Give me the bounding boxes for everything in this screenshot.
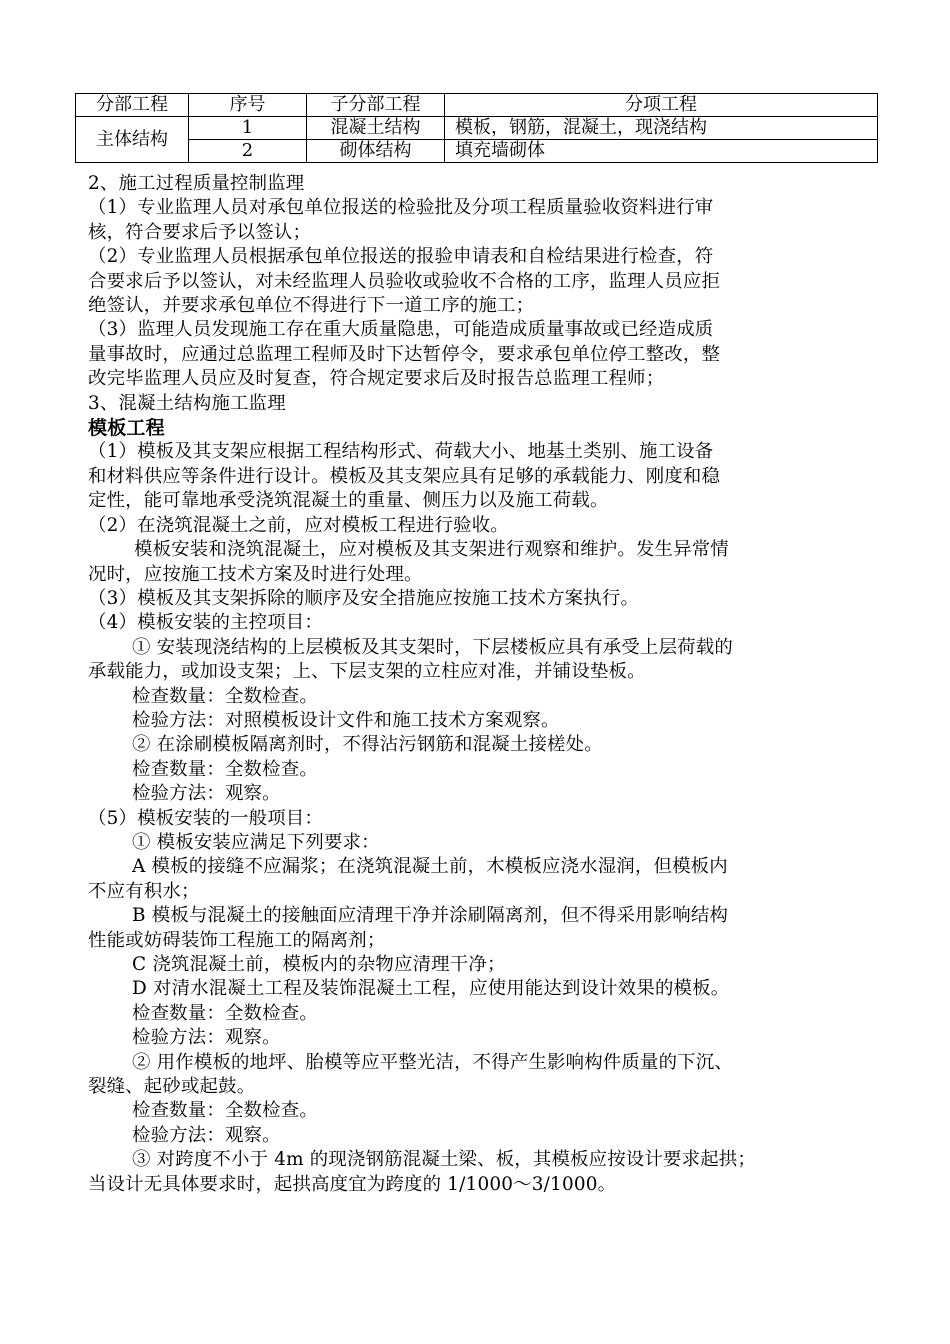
paragraph-line: ① 安装现浇结构的上层模板及其支架时，下层楼板应具有承受上层荷载的 bbox=[132, 636, 733, 658]
paragraph-line: 检查数量：全数检查。 bbox=[132, 1002, 318, 1024]
paragraph-line: ① 模板安装应满足下列要求： bbox=[132, 831, 380, 853]
paragraph-line: （1）模板及其支架应根据工程结构形式、荷载大小、地基土类别、施工设备 bbox=[88, 441, 714, 463]
paragraph-line: 裂缝、起砂或起鼓。 bbox=[88, 1076, 256, 1098]
paragraph-line: 检验方法：观察。 bbox=[132, 1124, 281, 1146]
group-cell: 主体结构 bbox=[76, 117, 189, 163]
paragraph-line: 性能或妨碍装饰工程施工的隔离剂； bbox=[88, 929, 386, 951]
paragraph-line: 和材料供应等条件进行设计。模板及其支架应具有足够的承载能力、刚度和稳 bbox=[88, 465, 721, 487]
paragraph-line: 当设计无具体要求时，起拱高度宜为跨度的 1/1000～3/1000。 bbox=[88, 1173, 617, 1195]
row-items: 模板，钢筋，混凝土，现浇结构 bbox=[445, 117, 878, 140]
table-header-row bbox=[76, 94, 878, 117]
paragraph-line: B 模板与混凝土的接触面应清理干净并涂刷隔离剂，但不得采用影响结构 bbox=[132, 905, 729, 927]
paragraph-line: A 模板的接缝不应漏浆；在浇筑混凝土前，木模板应浇水湿润，但模板内 bbox=[132, 856, 728, 878]
paragraph-line: 承载能力，或加设支架；上、下层支架的立柱应对准，并铺设垫板。 bbox=[88, 661, 646, 683]
row-subdivision: 砌体结构 bbox=[307, 140, 445, 163]
header-number: 序号 bbox=[189, 94, 307, 117]
row-items: 填充墙砌体 bbox=[445, 140, 878, 163]
row-number: 2 bbox=[189, 140, 307, 163]
paragraph-line: 检查数量：全数检查。 bbox=[132, 1100, 318, 1122]
header-subdivision: 子分部工程 bbox=[307, 94, 445, 117]
section-heading: 2、施工过程质量控制监理 bbox=[88, 173, 305, 194]
paragraph-line: （3）监理人员发现施工存在重大质量隐患，可能造成质量事故或已经造成质 bbox=[88, 319, 714, 341]
paragraph-line: 检查数量：全数检查。 bbox=[132, 758, 318, 780]
paragraph-line: 检验方法：观察。 bbox=[132, 783, 281, 805]
subsection-title: 模板工程 bbox=[88, 417, 165, 440]
paragraph-line: 绝签认，并要求承包单位不得进行下一道工序的施工； bbox=[88, 295, 535, 317]
header-division: 分部工程 bbox=[76, 94, 189, 117]
paragraph-line: 况时，应按施工技术方案及时进行处理。 bbox=[88, 563, 423, 585]
paragraph-line: 模板安装和浇筑混凝土，应对模板及其支架进行观察和维护。发生异常情 bbox=[134, 539, 729, 561]
paragraph-line: （1）专业监理人员对承包单位报送的检验批及分项工程质量验收资料进行审 bbox=[88, 197, 714, 219]
row-number: 1 bbox=[189, 117, 307, 140]
paragraph-line: ③ 对跨度不小于 4m 的现浇钢筋混凝土梁、板，其模板应按设计要求起拱； bbox=[132, 1149, 756, 1171]
paragraph-line: （3）模板及其支架拆除的顺序及安全措施应按施工技术方案执行。 bbox=[88, 587, 640, 609]
paragraph-line: 检验方法：观察。 bbox=[132, 1027, 281, 1049]
paragraph-line: 检验方法：对照模板设计文件和施工技术方案观察。 bbox=[132, 709, 560, 731]
paragraph-line: 量事故时，应通过总监理工程师及时下达暂停令，要求承包单位停工整改，整 bbox=[88, 343, 721, 365]
paragraph-line: 核，符合要求后予以签认； bbox=[88, 221, 312, 243]
paragraph-line: D 对清水混凝土工程及装饰混凝土工程，应使用能达到设计效果的模板。 bbox=[132, 978, 730, 1000]
paragraph-line: 合要求后予以签认，对未经监理人员验收或验收不合格的工序，监理人员应拒 bbox=[88, 270, 721, 292]
paragraph-line: ② 用作模板的地坪、胎模等应平整光洁，不得产生影响构件质量的下沉、 bbox=[132, 1051, 733, 1073]
paragraph-line: 定性，能可靠地承受浇筑混凝土的重量、侧压力以及施工荷载。 bbox=[88, 490, 609, 512]
paragraph-line: （4）模板安装的主控项目： bbox=[88, 612, 323, 634]
document-body bbox=[88, 172, 868, 1197]
table-row bbox=[76, 117, 878, 140]
section-heading: 3、混凝土结构施工监理 bbox=[88, 392, 286, 414]
paragraph-line: （2）在浇筑混凝土之前，应对模板工程进行验收。 bbox=[88, 514, 509, 536]
row-subdivision: 混凝土结构 bbox=[307, 117, 445, 140]
paragraph-line: 改完毕监理人员应及时复查，符合规定要求后及时报告总监理工程师； bbox=[88, 368, 665, 390]
paragraph-line: ② 在涂刷模板隔离剂时，不得沾污钢筋和混凝土接槎处。 bbox=[132, 734, 603, 756]
paragraph-line: C 浇筑混凝土前，模板内的杂物应清理干净； bbox=[132, 954, 506, 975]
paragraph-line: （2）专业监理人员根据承包单位报送的报验申请表和自检结果进行检查，符 bbox=[88, 246, 714, 268]
table-row bbox=[76, 140, 878, 163]
paragraph-line: 不应有积水； bbox=[88, 880, 200, 902]
engineering-division-table bbox=[75, 93, 878, 163]
paragraph-line: （5）模板安装的一般项目： bbox=[88, 807, 323, 829]
header-items: 分项工程 bbox=[445, 94, 878, 117]
paragraph-line: 检查数量：全数检查。 bbox=[132, 685, 318, 707]
